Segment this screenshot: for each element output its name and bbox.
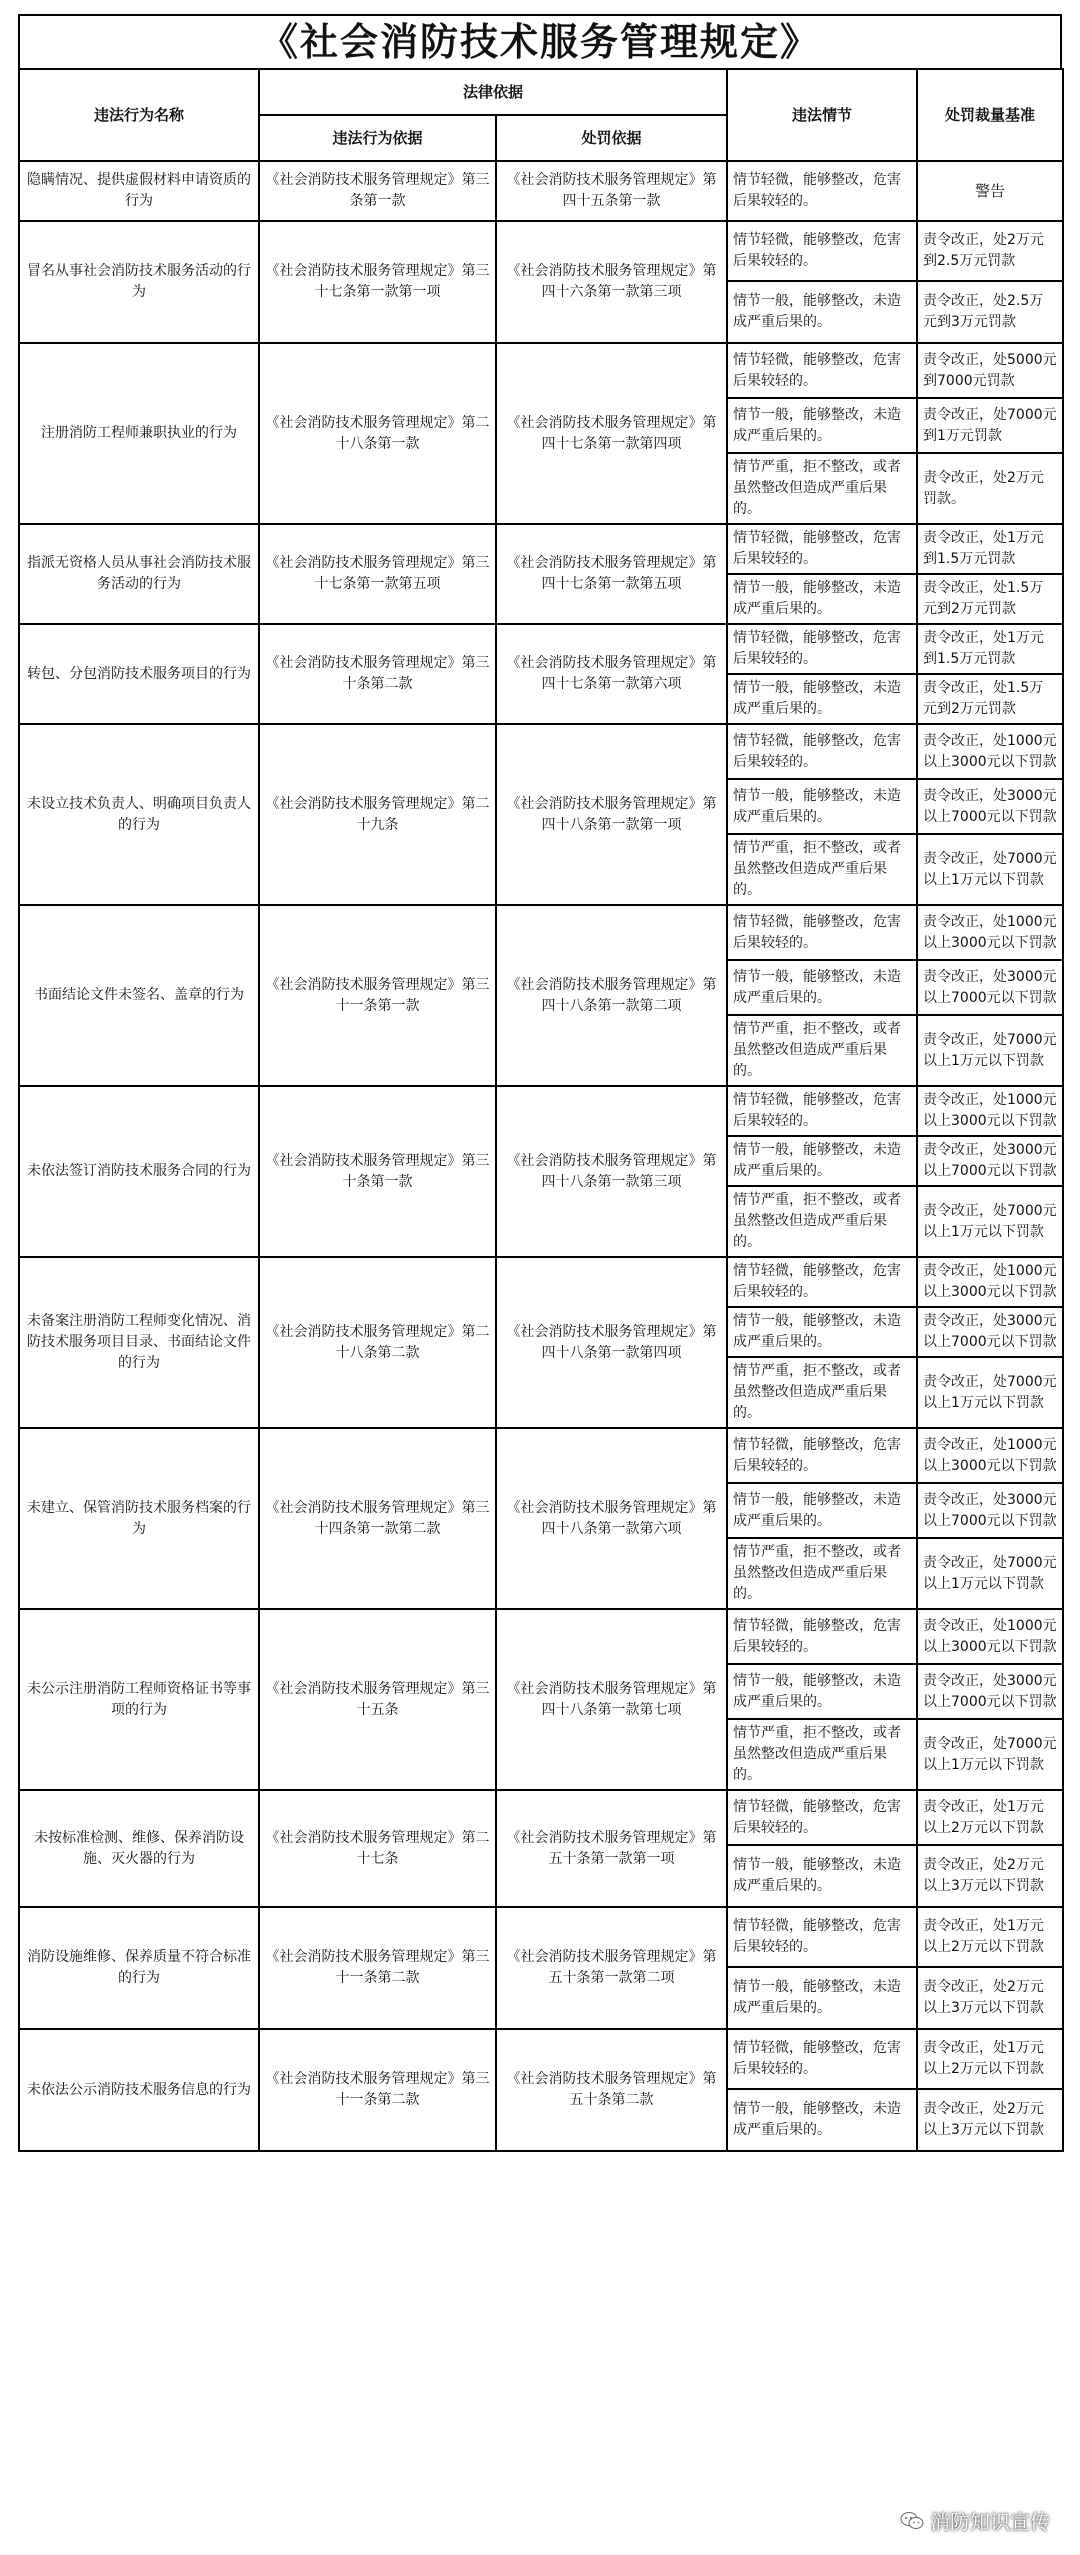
penalty-basis-cell: 《社会消防技术服务管理规定》第四十六条第一款第三项 xyxy=(496,221,727,343)
circumstance-cell: 情节轻微，能够整改，危害后果较轻的。 xyxy=(727,1086,917,1136)
penalty-standard-cell: 责令改正，处1万元以上2万元以下罚款 xyxy=(917,1907,1063,1967)
circumstance-cell: 情节一般，能够整改，未造成严重后果的。 xyxy=(727,1664,917,1719)
penalty-standard-cell: 责令改正，处3000元以上7000元以下罚款 xyxy=(917,1483,1063,1538)
violation-basis-cell: 《社会消防技术服务管理规定》第三十一条第二款 xyxy=(259,1907,496,2029)
header-violation-basis: 违法行为依据 xyxy=(259,115,496,161)
penalty-standard-cell: 责令改正，处3000元以上7000元以下罚款 xyxy=(917,779,1063,834)
penalty-standard-cell: 责令改正，处1万元到1.5万元罚款 xyxy=(917,624,1063,674)
penalty-basis-cell: 《社会消防技术服务管理规定》第四十五条第一款 xyxy=(496,161,727,221)
violation-basis-cell: 《社会消防技术服务管理规定》第三十四条第一款第二款 xyxy=(259,1428,496,1609)
circumstance-cell: 情节一般，能够整改，未造成严重后果的。 xyxy=(727,1136,917,1186)
circumstance-cell: 情节一般，能够整改，未造成严重后果的。 xyxy=(727,1967,917,2029)
violation-name-cell: 未建立、保管消防技术服务档案的行为 xyxy=(19,1428,259,1609)
violation-basis-cell: 《社会消防技术服务管理规定》第三十七条第一款第一项 xyxy=(259,221,496,343)
penalty-basis-cell: 《社会消防技术服务管理规定》第四十八条第一款第一项 xyxy=(496,724,727,905)
violation-basis-cell: 《社会消防技术服务管理规定》第三十条第一款 xyxy=(259,1086,496,1257)
violation-basis-cell: 《社会消防技术服务管理规定》第二十八条第一款 xyxy=(259,343,496,524)
table-row xyxy=(19,624,1063,674)
table-row xyxy=(19,1086,1063,1136)
circumstance-cell: 情节一般，能够整改，未造成严重后果的。 xyxy=(727,1483,917,1538)
violation-name-cell: 书面结论文件未签名、盖章的行为 xyxy=(19,905,259,1086)
penalty-standard-cell: 责令改正，处3000元以上7000元以下罚款 xyxy=(917,960,1063,1015)
penalty-standard-cell: 责令改正，处2万元到2.5万元罚款 xyxy=(917,221,1063,281)
penalty-standard-cell: 责令改正，处3000元以上7000元以下罚款 xyxy=(917,1136,1063,1186)
table-row xyxy=(19,221,1063,281)
circumstance-cell: 情节一般，能够整改，未造成严重后果的。 xyxy=(727,960,917,1015)
watermark-text: 消防知识宣传 xyxy=(930,2510,1050,2534)
penalty-standard-cell: 责令改正，处2万元以上3万元以下罚款 xyxy=(917,1967,1063,2029)
table-row xyxy=(19,2029,1063,2089)
violation-basis-cell: 《社会消防技术服务管理规定》第三十七条第一款第五项 xyxy=(259,524,496,624)
circumstance-cell: 情节严重，拒不整改，或者虽然整改但造成严重后果的。 xyxy=(727,1719,917,1790)
circumstance-cell: 情节轻微，能够整改，危害后果较轻的。 xyxy=(727,724,917,779)
circumstance-cell: 情节严重，拒不整改，或者虽然整改但造成严重后果的。 xyxy=(727,1538,917,1609)
penalty-basis-cell: 《社会消防技术服务管理规定》第四十七条第一款第六项 xyxy=(496,624,727,724)
penalty-standard-cell: 责令改正，处2.5万元到3万元罚款 xyxy=(917,281,1063,343)
penalty-standard-cell: 责令改正，处1000元以上3000元以下罚款 xyxy=(917,1428,1063,1483)
table-row xyxy=(19,343,1063,398)
violation-name-cell: 未设立技术负责人、明确项目负责人的行为 xyxy=(19,724,259,905)
penalty-standard-cell: 责令改正，处7000元到1万元罚款 xyxy=(917,398,1063,453)
violation-name-cell: 指派无资格人员从事社会消防技术服务活动的行为 xyxy=(19,524,259,624)
penalty-standard-cell: 责令改正，处1万元以上2万元以下罚款 xyxy=(917,1790,1063,1845)
violation-basis-cell: 《社会消防技术服务管理规定》第二十九条 xyxy=(259,724,496,905)
penalty-basis-cell: 《社会消防技术服务管理规定》第四十七条第一款第四项 xyxy=(496,343,727,524)
penalty-standard-cell: 责令改正，处2万元以上3万元以下罚款 xyxy=(917,2089,1063,2151)
circumstance-cell: 情节轻微，能够整改，危害后果较轻的。 xyxy=(727,1428,917,1483)
violation-name-cell: 隐瞒情况、提供虚假材料申请资质的行为 xyxy=(19,161,259,221)
circumstance-cell: 情节轻微，能够整改，危害后果较轻的。 xyxy=(727,1257,917,1307)
penalty-standard-cell: 责令改正，处7000元以上1万元以下罚款 xyxy=(917,1538,1063,1609)
penalty-basis-cell: 《社会消防技术服务管理规定》第四十八条第一款第七项 xyxy=(496,1609,727,1790)
penalty-basis-cell: 《社会消防技术服务管理规定》第五十条第二款 xyxy=(496,2029,727,2151)
penalty-basis-cell: 《社会消防技术服务管理规定》第五十条第一款第一项 xyxy=(496,1790,727,1907)
penalty-basis-cell: 《社会消防技术服务管理规定》第四十八条第一款第四项 xyxy=(496,1257,727,1428)
violation-name-cell: 未按标准检测、维修、保养消防设施、灭火器的行为 xyxy=(19,1790,259,1907)
table-row xyxy=(19,724,1063,779)
penalty-standard-cell: 责令改正，处1.5万元到2万元罚款 xyxy=(917,574,1063,624)
violation-name-cell: 未公示注册消防工程师资格证书等事项的行为 xyxy=(19,1609,259,1790)
circumstance-cell: 情节一般，能够整改，未造成严重后果的。 xyxy=(727,1307,917,1357)
penalty-standard-cell: 责令改正，处7000元以上1万元以下罚款 xyxy=(917,834,1063,905)
circumstance-cell: 情节一般，能够整改，未造成严重后果的。 xyxy=(727,2089,917,2151)
header-penalty-basis: 处罚依据 xyxy=(496,115,727,161)
circumstance-cell: 情节严重，拒不整改，或者虽然整改但造成严重后果的。 xyxy=(727,1357,917,1428)
table-row xyxy=(19,1257,1063,1307)
penalty-basis-cell: 《社会消防技术服务管理规定》第五十条第一款第二项 xyxy=(496,1907,727,2029)
watermark xyxy=(900,2506,1050,2535)
circumstance-cell: 情节轻微，能够整改，危害后果较轻的。 xyxy=(727,1609,917,1664)
circumstance-cell: 情节轻微，能够整改，危害后果较轻的。 xyxy=(727,2029,917,2089)
penalty-standard-cell: 警告 xyxy=(917,161,1063,221)
penalty-standard-cell: 责令改正，处1000元以上3000元以下罚款 xyxy=(917,1257,1063,1307)
penalty-basis-cell: 《社会消防技术服务管理规定》第四十八条第一款第二项 xyxy=(496,905,727,1086)
circumstance-cell: 情节轻微，能够整改，危害后果较轻的。 xyxy=(727,1907,917,1967)
violation-name-cell: 未依法签订消防技术服务合同的行为 xyxy=(19,1086,259,1257)
table-row xyxy=(19,1790,1063,1845)
circumstance-cell: 情节轻微，能够整改，危害后果较轻的。 xyxy=(727,624,917,674)
circumstance-cell: 情节一般，能够整改，未造成严重后果的。 xyxy=(727,779,917,834)
violation-name-cell: 未备案注册消防工程师变化情况、消防技术服务项目目录、书面结论文件的行为 xyxy=(19,1257,259,1428)
header-circumstance: 违法情节 xyxy=(727,69,917,161)
penalty-standard-cell: 责令改正，处7000元以上1万元以下罚款 xyxy=(917,1186,1063,1257)
penalty-standard-cell: 责令改正，处7000元以上1万元以下罚款 xyxy=(917,1357,1063,1428)
violation-basis-cell: 《社会消防技术服务管理规定》第三十条第二款 xyxy=(259,624,496,724)
circumstance-cell: 情节一般，能够整改，未造成严重后果的。 xyxy=(727,281,917,343)
table-row xyxy=(19,161,1063,221)
header-violation-name: 违法行为名称 xyxy=(19,69,259,161)
table-row xyxy=(19,1428,1063,1483)
penalty-standard-cell: 责令改正，处1000元以上3000元以下罚款 xyxy=(917,724,1063,779)
header-penalty-standard: 处罚裁量基准 xyxy=(917,69,1063,161)
circumstance-cell: 情节严重，拒不整改，或者虽然整改但造成严重后果的。 xyxy=(727,1186,917,1257)
violation-name-cell: 消防设施维修、保养质量不符合标准的行为 xyxy=(19,1907,259,2029)
penalty-basis-cell: 《社会消防技术服务管理规定》第四十八条第一款第三项 xyxy=(496,1086,727,1257)
circumstance-cell: 情节一般，能够整改，未造成严重后果的。 xyxy=(727,1845,917,1907)
violation-name-cell: 转包、分包消防技术服务项目的行为 xyxy=(19,624,259,724)
circumstance-cell: 情节轻微，能够整改，危害后果较轻的。 xyxy=(727,905,917,960)
penalty-standard-cell: 责令改正，处5000元到7000元罚款 xyxy=(917,343,1063,398)
circumstance-cell: 情节一般，能够整改，未造成严重后果的。 xyxy=(727,574,917,624)
table-row xyxy=(19,905,1063,960)
violation-basis-cell: 《社会消防技术服务管理规定》第三条第一款 xyxy=(259,161,496,221)
penalty-standard-cell: 责令改正，处3000元以上7000元以下罚款 xyxy=(917,1307,1063,1357)
table-row xyxy=(19,1609,1063,1664)
header-legal-basis: 法律依据 xyxy=(259,69,727,115)
table-row xyxy=(19,524,1063,574)
penalty-standard-cell: 责令改正，处2万元以上3万元以下罚款 xyxy=(917,1845,1063,1907)
penalty-standard-cell: 责令改正，处1万元到1.5万元罚款 xyxy=(917,524,1063,574)
violation-basis-cell: 《社会消防技术服务管理规定》第三十一条第一款 xyxy=(259,905,496,1086)
penalty-standard-cell: 责令改正，处1000元以上3000元以下罚款 xyxy=(917,1086,1063,1136)
page-title: 《社会消防技术服务管理规定》 xyxy=(18,14,1062,70)
penalty-standard-cell: 责令改正，处2万元罚款。 xyxy=(917,453,1063,524)
violation-name-cell: 未依法公示消防技术服务信息的行为 xyxy=(19,2029,259,2151)
circumstance-cell: 情节严重，拒不整改，或者虽然整改但造成严重后果的。 xyxy=(727,834,917,905)
circumstance-cell: 情节轻微，能够整改，危害后果较轻的。 xyxy=(727,343,917,398)
circumstance-cell: 情节轻微，能够整改，危害后果较轻的。 xyxy=(727,221,917,281)
circumstance-cell: 情节一般，能够整改，未造成严重后果的。 xyxy=(727,398,917,453)
penalty-standard-cell: 责令改正，处1000元以上3000元以下罚款 xyxy=(917,905,1063,960)
violation-basis-cell: 《社会消防技术服务管理规定》第三十五条 xyxy=(259,1609,496,1790)
penalty-basis-cell: 《社会消防技术服务管理规定》第四十八条第一款第六项 xyxy=(496,1428,727,1609)
circumstance-cell: 情节一般，能够整改，未造成严重后果的。 xyxy=(727,674,917,724)
penalty-standard-cell: 责令改正，处1万元以上2万元以下罚款 xyxy=(917,2029,1063,2089)
violation-name-cell: 冒名从事社会消防技术服务活动的行为 xyxy=(19,221,259,343)
violation-basis-cell: 《社会消防技术服务管理规定》第三十一条第二款 xyxy=(259,2029,496,2151)
circumstance-cell: 情节轻微，能够整改，危害后果较轻的。 xyxy=(727,1790,917,1845)
violation-basis-cell: 《社会消防技术服务管理规定》第二十八条第二款 xyxy=(259,1257,496,1428)
wechat-icon xyxy=(900,2511,924,2531)
circumstance-cell: 情节轻微，能够整改，危害后果较轻的。 xyxy=(727,161,917,221)
circumstance-cell: 情节严重，拒不整改，或者虽然整改但造成严重后果的。 xyxy=(727,1015,917,1086)
violation-basis-cell: 《社会消防技术服务管理规定》第二十七条 xyxy=(259,1790,496,1907)
penalty-standard-cell: 责令改正，处7000元以上1万元以下罚款 xyxy=(917,1719,1063,1790)
penalty-table xyxy=(18,68,1064,2152)
penalty-basis-cell: 《社会消防技术服务管理规定》第四十七条第一款第五项 xyxy=(496,524,727,624)
violation-name-cell: 注册消防工程师兼职执业的行为 xyxy=(19,343,259,524)
table-row xyxy=(19,1907,1063,1967)
penalty-standard-cell: 责令改正，处1.5万元到2万元罚款 xyxy=(917,674,1063,724)
penalty-standard-cell: 责令改正，处7000元以上1万元以下罚款 xyxy=(917,1015,1063,1086)
table-body xyxy=(19,161,1063,2151)
penalty-standard-cell: 责令改正，处3000元以上7000元以下罚款 xyxy=(917,1664,1063,1719)
penalty-standard-cell: 责令改正，处1000元以上3000元以下罚款 xyxy=(917,1609,1063,1664)
circumstance-cell: 情节严重，拒不整改，或者虽然整改但造成严重后果的。 xyxy=(727,453,917,524)
circumstance-cell: 情节轻微，能够整改，危害后果较轻的。 xyxy=(727,524,917,574)
